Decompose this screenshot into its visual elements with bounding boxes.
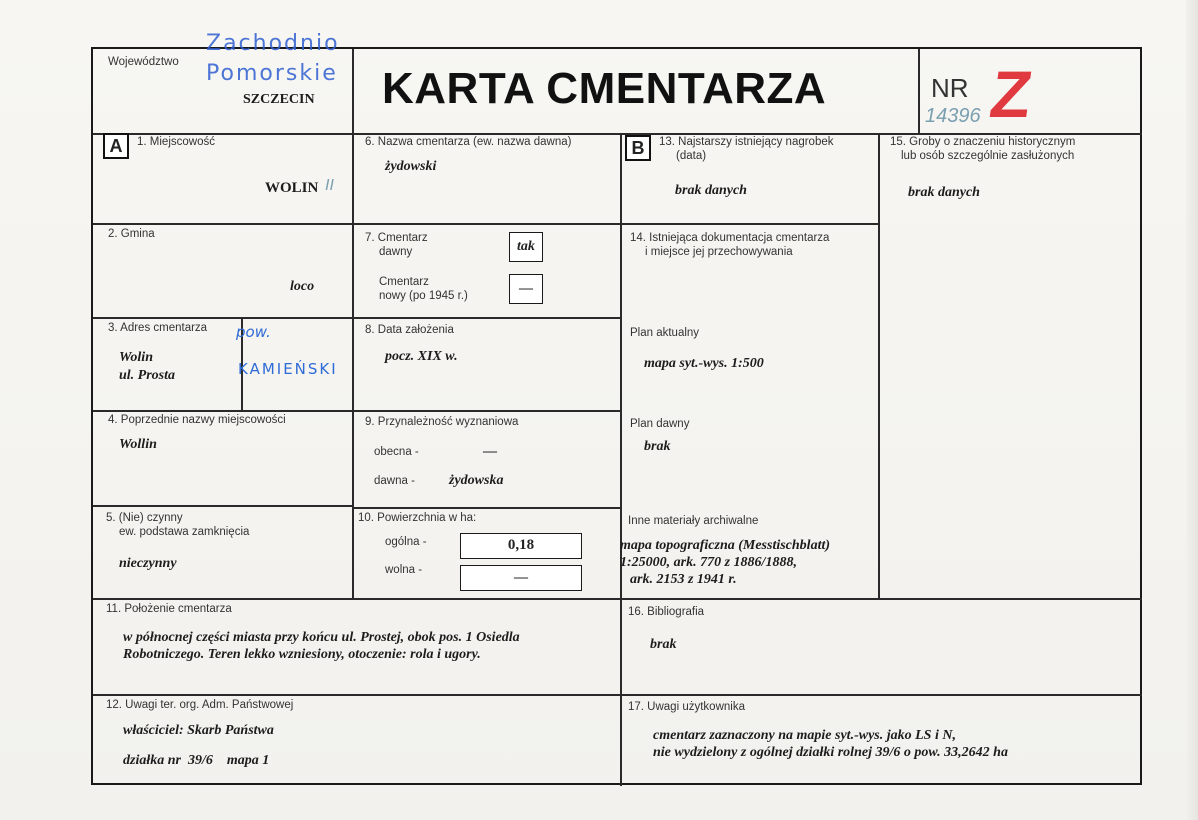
f1-label: 1. Miejscowość [137,136,215,148]
f15-value: brak danych [908,185,980,200]
f15-label-line1: 15. Groby o znaczeniu historycznym [890,136,1076,148]
f2-value: loco [290,279,315,294]
col-line-2 [620,133,622,786]
f17-label: 17. Uwagi użytkownika [628,701,745,713]
f9-obecna-value: — [483,444,497,459]
f9-label: 9. Przynależność wyznaniowa [365,416,519,428]
f3-label: 3. Adres cmentarza [108,322,208,334]
f10-ogolna-label: ogólna - [385,536,427,548]
stamp-line1: Zachodnio [206,31,340,56]
f12-label: 12. Uwagi ter. org. Adm. Państwowej [106,699,294,711]
f8-value: pocz. XIX w. [385,349,458,364]
nr-label: NR [931,73,969,103]
section-b-marker: B [625,135,651,161]
nr-handwritten: 14396 [925,105,981,127]
f13-label-line2: (data) [676,150,707,162]
f10-wolna-label: wolna - [385,564,423,576]
cemetery-card [91,31,1142,785]
f15-label-line2: lub osób szczególnie zasłużonych [901,150,1075,162]
f6-value: żydowski [385,159,437,174]
f14-inne-line1: mapa topograficzna (Messtischblatt) [620,538,831,553]
f17-value-line2: nie wydzielony z ogólnej działki rolnej 39/6 o pow. 33,2642 ha [653,745,1008,760]
f14-inne-line3: ark. 2153 z 1941 r. [630,572,737,587]
row-line-c3-1 [620,223,878,225]
f17-value-line1: cmentarz zaznaczony na mapie syt.-wys. jako LS i N, [653,728,956,743]
f11-value-line2: Robotniczego. Teren lekko wzniesiony, otoczenie: rola i ugory. [123,647,481,662]
col-line-1 [352,133,354,598]
f5-label-line2: ew. podstawa zamknięcia [119,526,250,538]
row-line-c1-2 [93,317,352,319]
f14-inne-label: Inne materiały archiwalne [628,515,759,527]
f9-obecna-label: obecna - [374,446,419,458]
row-line-c1-4 [93,505,352,507]
f14-plan-aktualny-label: Plan aktualny [630,327,700,339]
header-vline-1 [352,49,354,133]
f12-value-line1: właściciel: Skarb Państwa [123,723,274,738]
f9-dawna-label: dawna - [374,475,415,487]
f1-value: WOLIN [265,180,319,196]
f14-plan-dawny-label: Plan dawny [630,418,690,430]
f11-value-line1: w północnej części miasta przy końcu ul. Prostej, obok pos. 1 Osiedla [123,630,520,645]
f3-value-line1: Wolin [119,350,153,365]
f7-label: 7. Cmentarz [365,232,428,244]
f6-label: 6. Nazwa cmentarza (ew. nazwa dawna) [365,136,572,148]
f14-label-line2: i miejsce jej przechowywania [645,246,793,258]
f4-value: Wollin [119,437,157,452]
f7-dawny-label: dawny [379,246,413,258]
row-line-c1-3 [93,410,352,412]
f7-nowy-label-line1: Cmentarz [379,276,429,288]
row-line-12 [93,694,1142,696]
f3-value-line2: ul. Prosta [119,368,176,383]
f5-label-line1: 5. (Nie) czynny [106,512,183,524]
f2-label: 2. Gmina [108,228,155,240]
row-line-c2-4 [352,507,620,509]
row-line-c1-1 [93,223,352,225]
row-line-c2-2 [352,317,620,319]
nr-red-mark: Z [985,57,1037,131]
row-line-11 [93,598,1142,600]
f14-inne-line2: 1:25000, ark. 770 z 1886/1888, [620,555,797,570]
f8-label: 8. Data założenia [365,324,454,336]
f7-nowy-box: — [509,274,543,304]
header-vline-2 [918,49,920,133]
f4-label: 4. Poprzednie nazwy miejscowości [108,414,286,426]
f9-dawna-value: żydowska [449,473,504,488]
f14-plan-dawny-value: brak [644,439,671,454]
section-a-marker: A [103,133,129,159]
page-title: KARTA CMENTARZA [382,64,827,113]
f13-label-line1: 13. Najstarszy istniejący nagrobek [659,136,834,148]
f1-handwritten: II [325,177,334,194]
f13-value: brak danych [675,183,747,198]
f5-value: nieczynny [119,556,177,571]
stamp-line2: Pomorskie [206,61,338,86]
row-line-c2-1 [352,223,620,225]
f3-hand-pow: pow. [236,323,271,341]
f10-label: 10. Powierzchnia w ha: [358,512,477,524]
wojewodztwo-label: Województwo [108,56,179,68]
f16-label: 16. Bibliografia [628,606,705,618]
row-line-c2-3 [352,410,620,412]
f16-value: brak [650,637,677,652]
f3-hand-county: KAMIEŃSKI [238,360,338,378]
col-line-3 [878,133,880,598]
f7-nowy-label-line2: nowy (po 1945 r.) [379,290,468,302]
region-name: SZCZECIN [243,92,315,107]
f10-ogolna-box: 0,18 [460,533,582,559]
f11-label: 11. Położenie cmentarza [106,603,232,615]
f14-label-line1: 14. Istniejąca dokumentacja cmentarza [630,232,830,244]
f10-wolna-box: — [460,565,582,591]
f12-value-line2: działka nr 39/6 mapa 1 [123,753,270,768]
f7-dawny-box: tak [509,232,543,262]
page-edge [1186,0,1198,820]
f14-plan-aktualny-value: mapa syt.-wys. 1:500 [644,356,764,371]
